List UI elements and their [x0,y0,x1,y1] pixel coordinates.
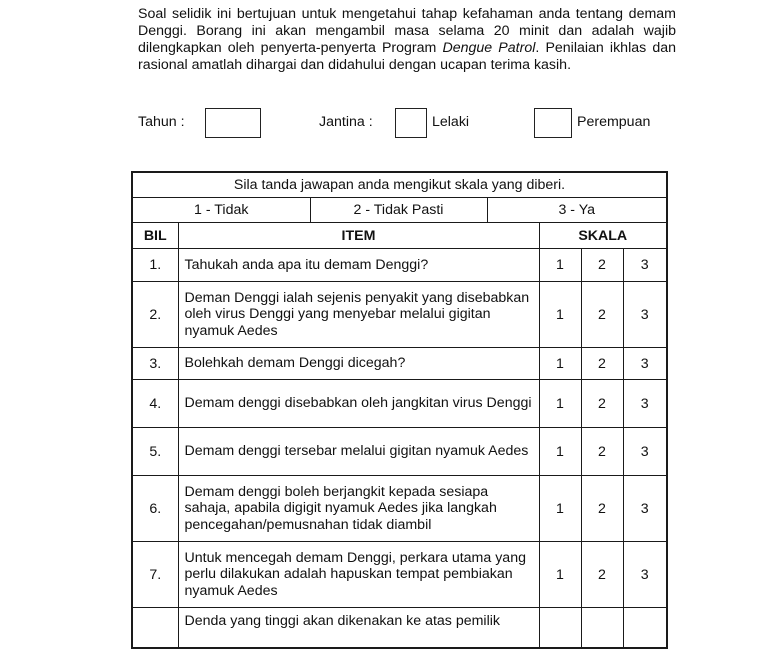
table-row [132,282,667,348]
row-item: Untuk mencegah demam Denggi, perkara utama yang perlu dilakukan adalah hapuskan tempat pembiakan nyamuk Aedes [178,542,539,608]
scale-option-1[interactable]: 1 [539,249,581,282]
table-row [132,249,667,282]
row-item: Denda yang tinggi akan dikenakan ke atas pemilik [178,608,539,648]
row-item: Tahukah anda apa itu demam Denggi? [178,249,539,282]
row-bil: 6. [132,476,178,542]
row-bil [132,608,178,648]
table-row [132,348,667,380]
scale-legend-1: 1 - Tidak [132,198,310,223]
scale-option-2[interactable]: 2 [581,542,623,608]
scale-option-2[interactable]: 2 [581,380,623,428]
perempuan-label: Perempuan [577,114,651,130]
scale-option-3[interactable]: 3 [623,542,667,608]
table-row [132,428,667,476]
scale-option-3[interactable]: 3 [623,428,667,476]
perempuan-checkbox[interactable] [534,108,572,138]
row-item: Demam denggi tersebar melalui gigitan nyamuk Aedes [178,428,539,476]
scale-option-1[interactable]: 1 [539,542,581,608]
row-item: Demam denggi boleh berjangkit kepada sesiapa sahaja, apabila digigit nyamuk Aedes jika langkah pencegahan/pemusnahan tidak diambil [178,476,539,542]
bil-header: BIL [132,223,178,249]
scale-option-1[interactable]: 1 [539,282,581,348]
scale-option-3[interactable]: 3 [623,380,667,428]
jantina-label: Jantina : [319,114,373,130]
scale-option-3[interactable] [623,608,667,648]
scale-option-2[interactable]: 2 [581,348,623,380]
item-header: ITEM [178,223,539,249]
row-bil: 5. [132,428,178,476]
scale-legend-2: 2 - Tidak Pasti [310,198,487,223]
header-row [132,223,667,249]
scale-option-3[interactable]: 3 [623,282,667,348]
table-row [132,476,667,542]
tahun-box[interactable] [205,108,261,138]
scale-option-1[interactable]: 1 [539,476,581,542]
questionnaire-table [131,171,668,649]
instruction-row [132,172,667,198]
scale-option-1[interactable]: 1 [539,428,581,476]
intro-text-after: . Penilaian ikhlas dan rasional amatlah dihargai dan didahului dengan ucapan terima kasih. [138,40,676,73]
row-bil: 4. [132,380,178,428]
scale-option-2[interactable]: 2 [581,249,623,282]
scale-legend-row [132,198,667,223]
row-item: Demam denggi disebabkan oleh jangkitan virus Denggi [178,380,539,428]
scale-option-3[interactable]: 3 [623,348,667,380]
scale-option-1[interactable]: 1 [539,380,581,428]
table-row [132,542,667,608]
scale-option-1[interactable] [539,608,581,648]
row-bil: 7. [132,542,178,608]
scale-option-3[interactable]: 3 [623,476,667,542]
row-bil: 2. [132,282,178,348]
scale-option-2[interactable]: 2 [581,428,623,476]
lelaki-checkbox[interactable] [395,108,427,138]
scale-option-2[interactable]: 2 [581,476,623,542]
intro-paragraph [138,6,676,74]
respondent-fields [0,106,768,140]
table-row [132,608,667,648]
lelaki-label: Lelaki [432,114,470,130]
row-item: Bolehkah demam Denggi dicegah? [178,348,539,380]
scale-option-2[interactable] [581,608,623,648]
scale-legend-3: 3 - Ya [487,198,667,223]
skala-header: SKALA [539,223,667,249]
intro-text-before: Soal selidik ini bertujuan untuk mengetahui tahap kefahaman anda tentang demam Denggi. Borang ini akan mengambil masa selama 20 minit dan adalah wajib dilengkapkan oleh penyerta-penyerta Program [138,6,676,56]
scale-option-1[interactable]: 1 [539,348,581,380]
scale-option-3[interactable]: 3 [623,249,667,282]
row-item: Deman Denggi ialah sejenis penyakit yang disebabkan oleh virus Denggi yang menyebar melalui gigitan nyamuk Aedes [178,282,539,348]
row-bil: 1. [132,249,178,282]
row-bil: 3. [132,348,178,380]
table-row [132,380,667,428]
program-name: Dengue Patrol [442,40,536,56]
scale-option-2[interactable]: 2 [581,282,623,348]
instruction-text: Sila tanda jawapan anda mengikut skala yang diberi. [132,172,667,198]
tahun-label: Tahun : [138,114,185,130]
